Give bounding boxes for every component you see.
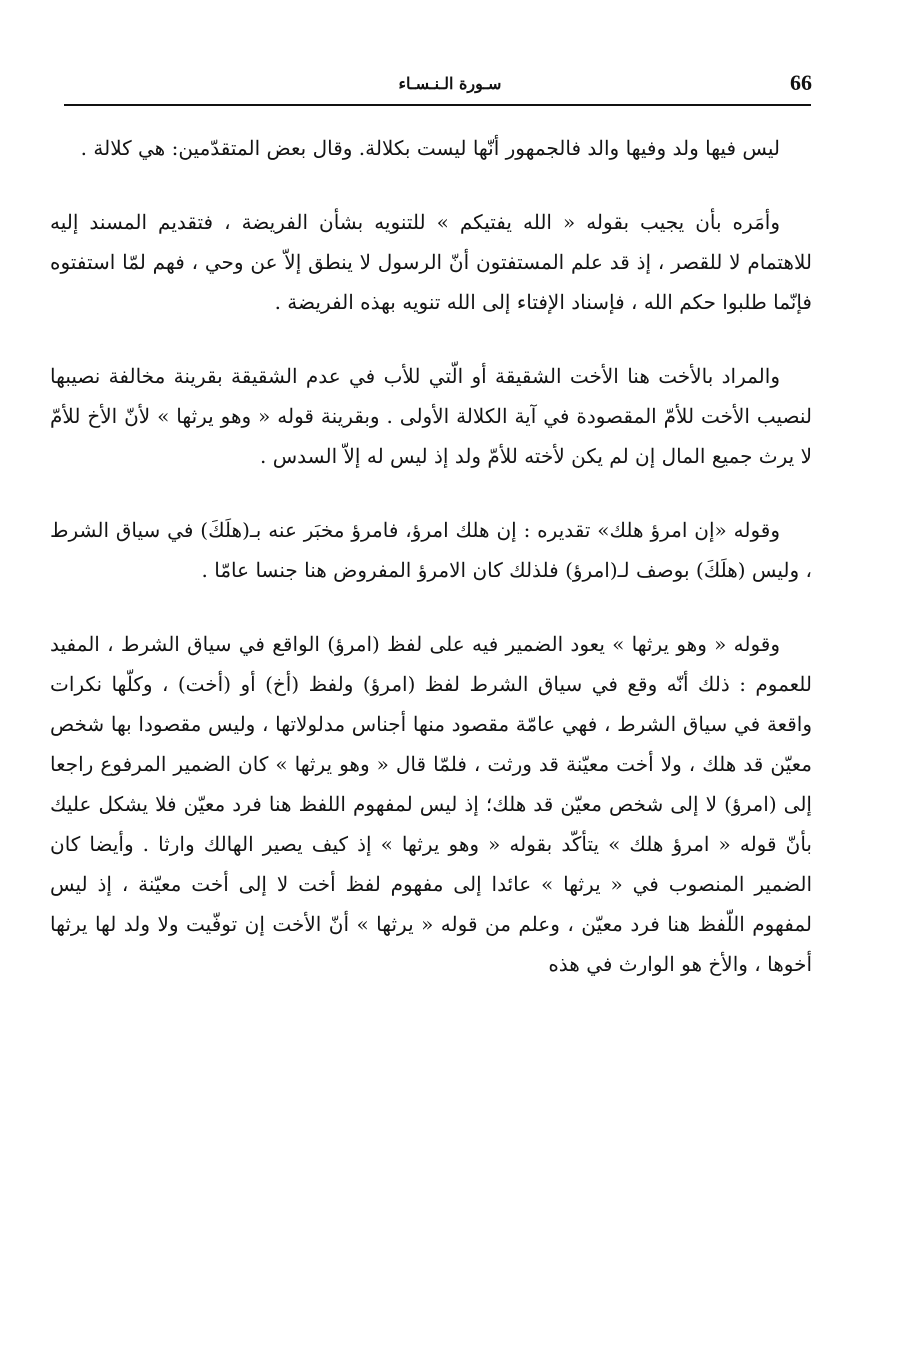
paragraph-1: ليس فيها ولد وفيها والد فالجمهور أنّها ليست بكلالة. وقال بعض المتقدّمين: هي كلالة . [80,136,780,160]
paragraph-5: وقوله « وهو يرثها » يعود الضمير فيه على لفظ (امرؤ) الواقع في سياق الشرط ، المفيد للعموم : ذلك أنّه وقع في سياق الشرط لفظ (امرؤ) ولفظ (أخ) أو (أخت) ، وكلّها نكرات واقعة في سياق الشرط ، فهي عامّة مقصود منها أجناس مدلولاتها ، وليس مقصودا بها شخص معيّن قد هلك ، ولا أخت معيّنة قد ورثت ، فلمّا قال « وهو يرثها » كان الضمير المرفوع راجعا إلى (امرؤ) لا إلى شخص معيّن قد هلك؛ إذ ليس لمفهوم اللفظ هنا فرد معيّن فلا يشكل عليك بأنّ قوله « امرؤ هلك » يتأكّد بقوله « وهو يرثها » إذ كيف يصير الهالك وارثا . وأيضا كان الضمير المنصوب في « يرثها » عائدا إلى مفهوم لفظ أخت لا إلى أخت معيّنة ، إذ ليس لمفهوم اللّفظ هنا فرد معيّن ، وعلم من قوله « يرثها » أنّ الأخت إن توفّيت ولا ولد لها يرثها أخوها ، والأخ هو الوارث في هذه [50,632,812,976]
body-text [50,128,812,984]
paragraph-4: وقوله «إن امرؤ هلك» تقديره : إن هلك امرؤ، فامرؤ مخبَر عنه بـ(هلَكَ) في سياق الشرط ، وليس (هلَكَ) بوصف لـ(امرؤ) فلذلك كان الامرؤ المفروض هنا جنسا عامّا . [50,518,812,582]
paragraph-3: والمراد بالأخت هنا الأخت الشقيقة أو الّتي للأب في عدم الشقيقة بقرينة مخالفة نصيبها لنصيب الأخت للأمّ المقصودة في آية الكلالة الأولى . وبقرينة قوله « وهو يرثها » لأنّ الأخ للأمّ لا يرث جميع المال إن لم يكن لأخته للأمّ ولد إذ ليس له إلاّ السدس . [50,364,812,468]
running-title: سـورة الـنـسـاء [398,74,502,93]
paragraph-2: وأمَره بأن يجيب بقوله « الله يفتيكم » للتنويه بشأن الفريضة ، فتقديم المسند إليه للاهتمام لا للقصر ، إذ قد علم المستفتون أنّ الرسول لا ينطق إلاّ عن وحي ، فهم لمّا استفتوه فإنّما طلبوا حكم الله ، فإسناد الإفتاء إلى الله تنويه بهذه الفريضة . [50,210,812,314]
page-number: 66 [790,70,812,95]
header-rule [64,104,811,106]
